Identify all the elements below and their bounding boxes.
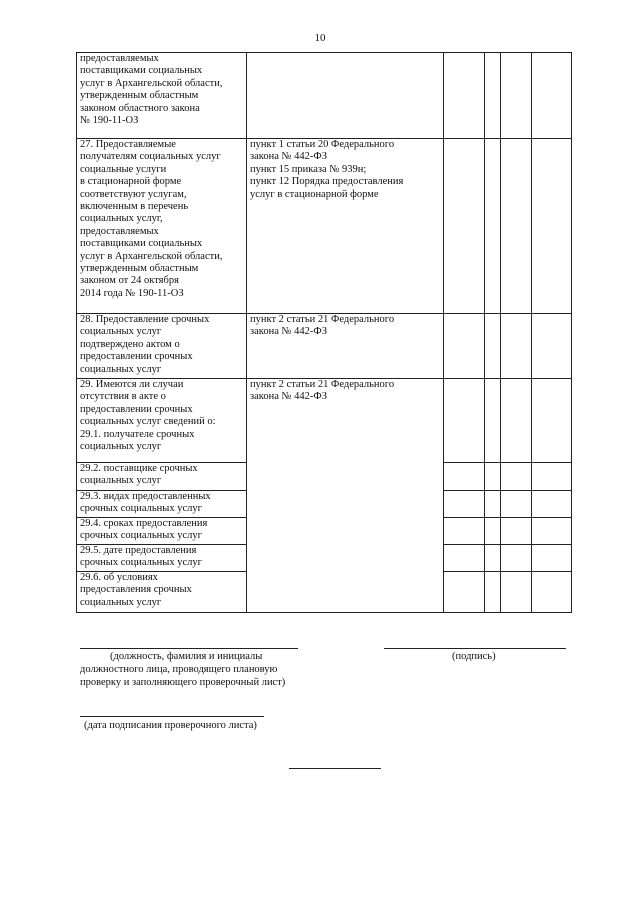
legal-basis-line: закона № 442-ФЗ (250, 151, 327, 163)
answer-yes-cell[interactable] (444, 545, 485, 572)
answer-yes-cell[interactable] (444, 572, 485, 613)
legal-basis-line: услуг в стационарной форме (250, 188, 379, 200)
legal-basis-cell (247, 139, 444, 314)
question-line: социальных услуг, (80, 213, 163, 225)
table-row (77, 139, 572, 314)
question-cell (77, 139, 247, 314)
question-line: поставщиками социальных (80, 238, 203, 250)
answer-na-cell[interactable] (501, 53, 532, 139)
question-line: социальных услуг (80, 363, 162, 375)
question-line: 29.1. получателе срочных (80, 428, 195, 440)
note-cell[interactable] (532, 518, 572, 545)
answer-na-cell[interactable] (501, 314, 532, 379)
signature-caption: (подпись) (452, 651, 496, 662)
question-line: получателям социальных услуг (80, 151, 221, 163)
closing-rule (289, 768, 381, 769)
legal-basis-cell (247, 379, 444, 613)
question-cell (77, 518, 247, 545)
answer-no-cell[interactable] (485, 379, 501, 463)
legal-basis-cell (247, 53, 444, 139)
question-line: законом областного закона (80, 102, 200, 114)
question-line: законом от 24 октября (80, 275, 179, 287)
question-line: 29.6. об условиях (80, 572, 158, 583)
question-line: 29. Имеются ли случаи (80, 379, 184, 390)
note-cell[interactable] (532, 463, 572, 491)
answer-na-cell[interactable] (501, 545, 532, 572)
position-caption-line: проверку и заполняющего проверочный лист) (80, 677, 286, 688)
question-line: услуг в Архангельской области, (80, 250, 223, 262)
note-cell[interactable] (532, 572, 572, 613)
question-line: предоставления срочных (80, 584, 192, 596)
question-line: услуг в Архангельской области, (80, 77, 223, 89)
question-line: № 190-11-ОЗ (80, 115, 139, 127)
note-cell[interactable] (532, 545, 572, 572)
signature-line (384, 648, 566, 649)
legal-basis-line: закона № 442-ФЗ (250, 391, 327, 403)
answer-yes-cell[interactable] (444, 139, 485, 314)
question-cell (77, 314, 247, 379)
question-line: 2014 года № 190-11-ОЗ (80, 287, 184, 299)
note-cell[interactable] (532, 491, 572, 518)
checklist-table (76, 52, 572, 613)
note-cell[interactable] (532, 379, 572, 463)
question-line: социальных услуг (80, 596, 162, 608)
question-line: предоставлении срочных (80, 403, 193, 415)
question-line: социальные услуги (80, 163, 167, 175)
legal-basis-line: пункт 15 приказа № 939н; (250, 163, 367, 175)
page-number: 10 (314, 32, 326, 44)
answer-na-cell[interactable] (501, 139, 532, 314)
answer-yes-cell[interactable] (444, 491, 485, 518)
question-cell (77, 491, 247, 518)
answer-no-cell[interactable] (485, 545, 501, 572)
legal-basis-line: закона № 442-ФЗ (250, 326, 327, 338)
answer-yes-cell[interactable] (444, 379, 485, 463)
question-line: 27. Предоставляемые (80, 139, 176, 150)
question-line: 29.5. дате предоставления (80, 545, 197, 556)
answer-no-cell[interactable] (485, 572, 501, 613)
question-line: 29.4. сроках предоставления (80, 518, 208, 529)
legal-basis-line: пункт 12 Порядка предоставления (250, 176, 404, 188)
question-line: подтверждено актом о (80, 338, 180, 350)
question-line: социальных услуг (80, 475, 162, 487)
question-line: социальных услуг (80, 326, 162, 338)
answer-no-cell[interactable] (485, 314, 501, 379)
question-line: социальных услуг сведений о: (80, 416, 216, 428)
note-cell[interactable] (532, 53, 572, 139)
table-row (77, 53, 572, 139)
legal-basis-line: пункт 1 статьи 20 Федерального (250, 139, 395, 150)
table-row (77, 314, 572, 379)
question-line: 28. Предоставление срочных (80, 314, 210, 325)
legal-basis-line: пункт 2 статьи 21 Федерального (250, 379, 395, 390)
question-cell (77, 379, 247, 463)
legal-basis-line: пункт 2 статьи 21 Федерального (250, 314, 395, 325)
answer-yes-cell[interactable] (444, 463, 485, 491)
legal-basis-cell (247, 314, 444, 379)
note-cell[interactable] (532, 314, 572, 379)
question-line: предоставляемых (80, 53, 159, 64)
question-line: утвержденным областным (80, 90, 199, 102)
question-line: срочных социальных услуг (80, 503, 202, 515)
question-line: 29.2. поставщике срочных (80, 463, 198, 474)
answer-no-cell[interactable] (485, 491, 501, 518)
question-cell (77, 572, 247, 613)
table-row (77, 379, 572, 463)
question-line: поставщиками социальных (80, 65, 203, 77)
answer-yes-cell[interactable] (444, 53, 485, 139)
answer-no-cell[interactable] (485, 463, 501, 491)
question-line: в стационарной форме (80, 176, 182, 188)
question-line: утвержденным областным (80, 263, 199, 275)
question-cell (77, 463, 247, 491)
position-caption-line: (должность, фамилия и инициалы (110, 651, 263, 662)
position-signature-line (80, 648, 298, 649)
position-caption-line: должностного лица, проводящего плановую (80, 664, 278, 675)
answer-na-cell[interactable] (501, 518, 532, 545)
question-cell (77, 53, 247, 139)
question-line: срочных социальных услуг (80, 530, 202, 542)
question-line: предоставляемых (80, 225, 159, 237)
answer-no-cell[interactable] (485, 53, 501, 139)
answer-no-cell[interactable] (485, 518, 501, 545)
answer-no-cell[interactable] (485, 139, 501, 314)
answer-na-cell[interactable] (501, 463, 532, 491)
answer-na-cell[interactable] (501, 491, 532, 518)
date-caption: (дата подписания проверочного листа) (84, 720, 257, 731)
question-line: 29.3. видах предоставленных (80, 491, 211, 502)
question-cell (77, 545, 247, 572)
question-line: социальных услуг (80, 441, 162, 453)
answer-na-cell[interactable] (501, 572, 532, 613)
question-line: предоставлении срочных (80, 351, 193, 363)
answer-na-cell[interactable] (501, 379, 532, 463)
question-line: срочных социальных услуг (80, 557, 202, 569)
question-line: отсутствия в акте о (80, 391, 166, 403)
position-caption (80, 650, 340, 689)
question-line: включенным в перечень (80, 201, 189, 213)
note-cell[interactable] (532, 139, 572, 314)
question-line: соответствуют услугам, (80, 188, 187, 200)
answer-yes-cell[interactable] (444, 518, 485, 545)
answer-yes-cell[interactable] (444, 314, 485, 379)
date-signature-line (80, 716, 264, 717)
